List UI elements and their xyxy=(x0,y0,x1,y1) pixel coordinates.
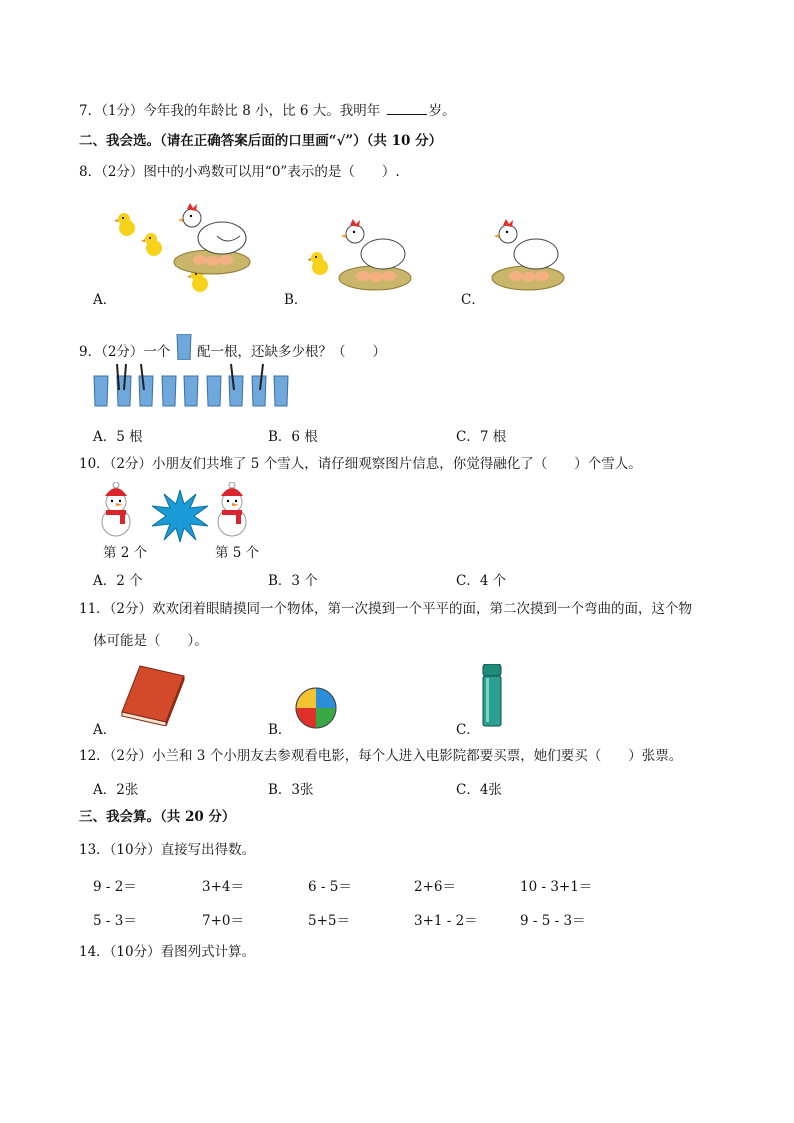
cup-icon xyxy=(274,376,288,406)
math-problem[interactable]: 5+5＝ xyxy=(308,913,350,929)
q8-option-c[interactable]: C． xyxy=(461,292,485,308)
cup-icon xyxy=(94,376,108,406)
q10-option-a[interactable]: A．2 个 xyxy=(93,573,143,589)
hen-with-chick-image-b xyxy=(305,212,415,297)
hen-icon xyxy=(494,219,558,269)
q9-option-a[interactable]: A．5 根 xyxy=(93,429,143,445)
question-12: 12．（2分）小兰和 3 个小朋友去参观看电影，每个人进入电影院都要买票，她们要买（ ）张票。 xyxy=(79,748,683,764)
thermos-bottle-icon xyxy=(481,664,503,728)
math-problem[interactable]: 7+0＝ xyxy=(202,913,244,929)
question-10: 10．（2分）小朋友们共堆了 5 个雪人，请仔细观察图片信息，你觉得融化了（ ）个雪人。 xyxy=(79,456,642,472)
section-3-title: 三、我会算。（共 20 分） xyxy=(79,809,236,825)
snowman-icon xyxy=(212,482,252,538)
hen-icon xyxy=(341,219,405,269)
question-11-line-1: 11．（2分）欢欢闭着眼睛摸同一个物体，第一次摸到一个平平的面，第二次摸到一个弯曲的面，这个物 xyxy=(79,601,693,617)
cup-icon xyxy=(176,334,192,360)
q11-option-a[interactable]: A． xyxy=(93,722,117,738)
math-problem[interactable]: 2+6＝ xyxy=(414,879,456,895)
cups-and-straws-image xyxy=(90,362,302,408)
q7-text: 7．（1分）今年我的年龄比 8 小，比 6 大。我明年 xyxy=(79,103,381,119)
q11-option-c[interactable]: C． xyxy=(456,722,480,738)
q9-suffix: 配一根，还缺多少根？（ ） xyxy=(197,344,387,360)
ball-icon xyxy=(294,686,338,730)
math-problem[interactable]: 10 - 3+1＝ xyxy=(520,879,593,895)
hen-on-nest-image-c xyxy=(482,212,567,297)
chick-icon xyxy=(307,252,328,275)
question-13: 13．（10分）直接写出得数。 xyxy=(79,842,256,858)
section-2-title: 二、我会选。（请在正确答案后面的口里画“√”）（共 10 分） xyxy=(79,133,443,149)
cup-icon xyxy=(229,376,243,406)
q12-option-a[interactable]: A．2张 xyxy=(93,782,139,798)
q9-option-c[interactable]: C．7 根 xyxy=(456,429,507,445)
cup-icon xyxy=(162,376,176,406)
q12-option-c[interactable]: C．4张 xyxy=(456,782,502,798)
question-7 xyxy=(79,102,456,120)
q8-option-b[interactable]: B． xyxy=(284,292,308,308)
chick-icon xyxy=(114,213,135,236)
question-14: 14．（10分）看图列式计算。 xyxy=(79,944,256,960)
q12-option-b[interactable]: B．3张 xyxy=(268,782,314,798)
cup-icon xyxy=(184,376,198,406)
answer-blank[interactable] xyxy=(387,102,427,115)
hen-with-chicks-image-a xyxy=(112,198,257,298)
math-problem[interactable]: 9 - 2＝ xyxy=(93,879,137,895)
math-problem[interactable]: 3+4＝ xyxy=(202,879,244,895)
snowman-icon xyxy=(96,482,136,538)
math-problem[interactable]: 5 - 3＝ xyxy=(93,913,137,929)
q8-option-a[interactable]: A． xyxy=(93,292,117,308)
math-problem[interactable]: 9 - 5 - 3＝ xyxy=(520,913,586,929)
q9-text: 9．（2分）一个 xyxy=(79,344,171,360)
math-problem[interactable]: 6 - 5＝ xyxy=(308,879,352,895)
q7-suffix: 岁。 xyxy=(428,103,456,119)
chick-icon xyxy=(141,233,162,256)
q11-option-b[interactable]: B． xyxy=(268,722,292,738)
math-problem[interactable]: 3+1 - 2＝ xyxy=(414,913,478,929)
snowman-label-5: 第 5 个 xyxy=(215,545,260,561)
cup-icon xyxy=(139,376,153,406)
q10-option-b[interactable]: B．3 个 xyxy=(268,573,318,589)
question-9 xyxy=(79,334,386,361)
book-icon xyxy=(118,664,186,726)
cup-icon xyxy=(252,376,266,406)
snowman-label-2: 第 2 个 xyxy=(103,545,148,561)
melted-snowman-splash-icon xyxy=(152,490,208,542)
hen-icon xyxy=(178,203,246,254)
q10-option-c[interactable]: C．4 个 xyxy=(456,573,507,589)
question-11-line-2: 体可能是（ ）。 xyxy=(93,633,208,649)
question-8: 8．（2分）图中的小鸡数可以用“0”表示的是（ ）. xyxy=(79,164,400,180)
q9-option-b[interactable]: B．6 根 xyxy=(268,429,318,445)
cup-icon xyxy=(207,376,221,406)
